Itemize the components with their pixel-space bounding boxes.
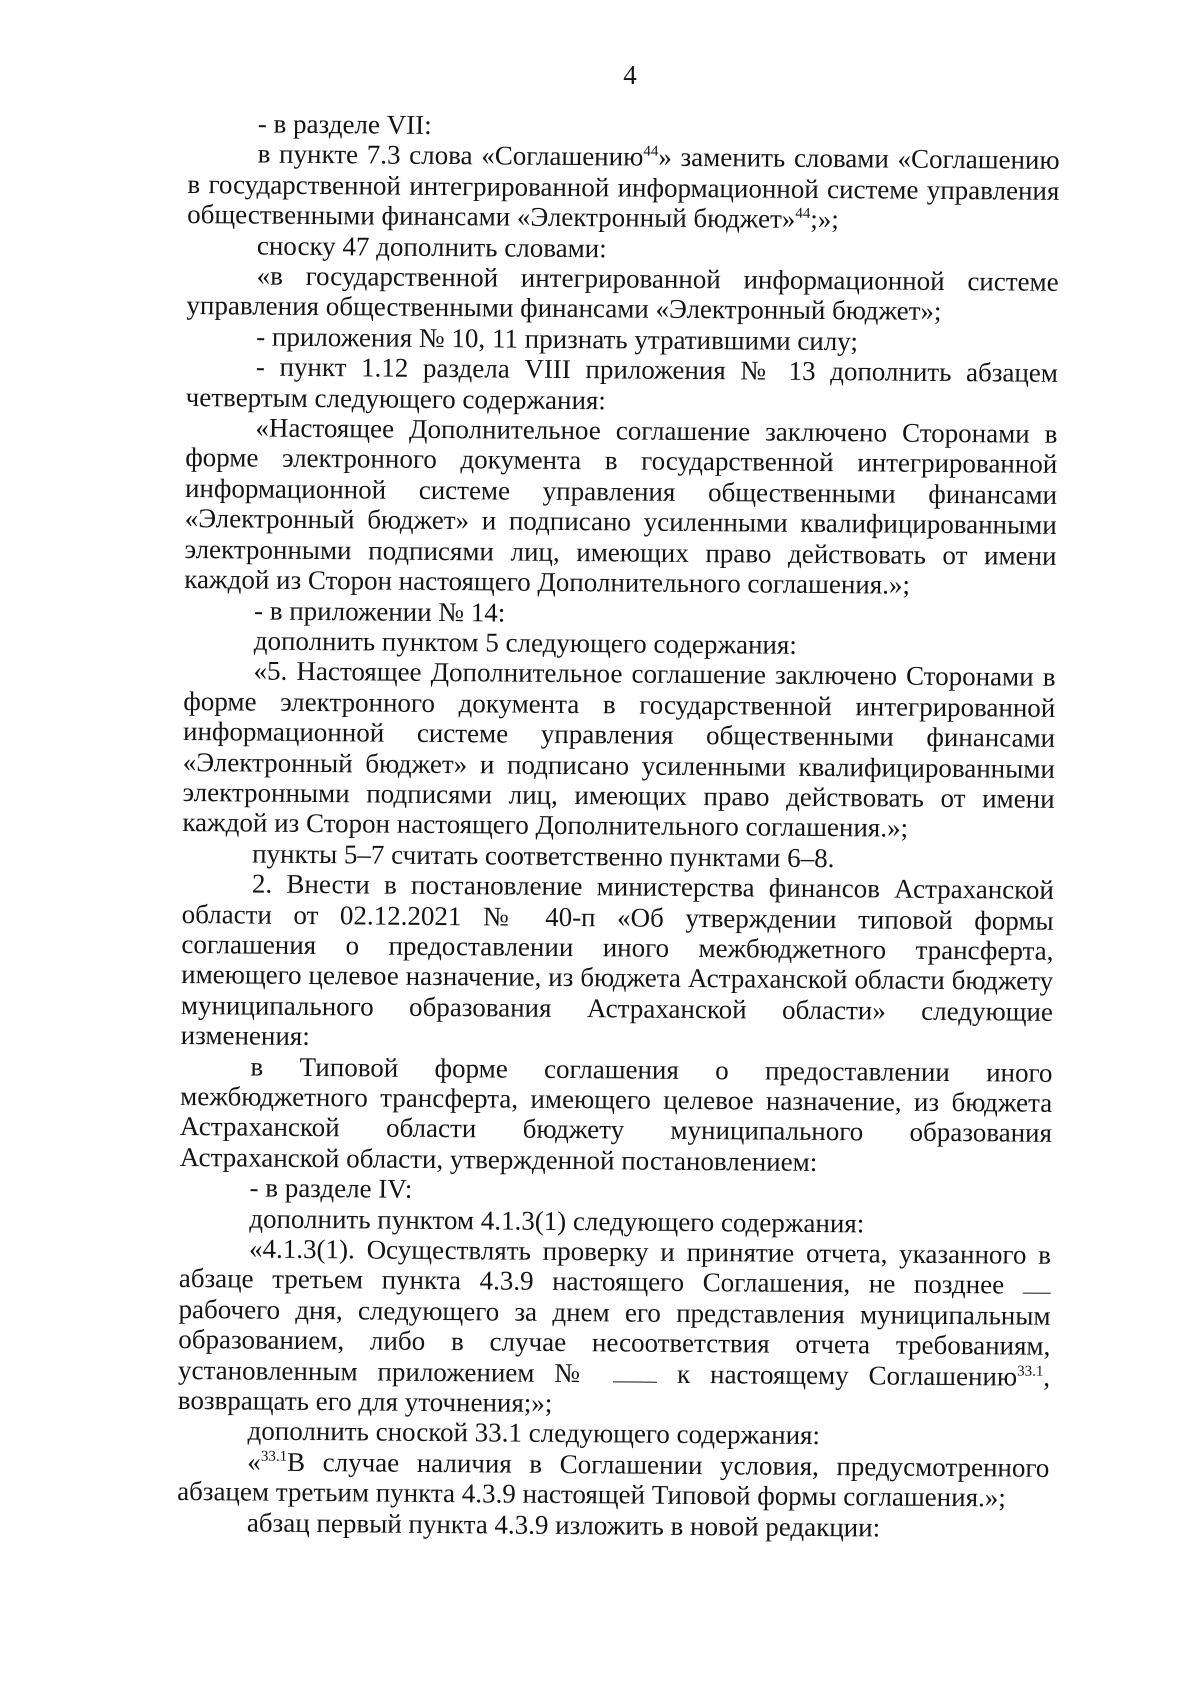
page-number: 4 [623,60,637,90]
text-run: В случае наличия в Соглашении условия, предусмотренного абзацем третьим пункта 4.3.9 настоящей Типовой формы соглашения.»; [177,1446,1050,1513]
paragraph-annex-14: - в приложении № 14: [253,595,506,628]
blank-line [613,1361,657,1382]
text-run: , возвращать его для уточнения;»; [177,1361,1051,1418]
document-body [177,108,1060,1544]
paragraph-quote-budget: «в государственной интегрированной информационной системе управления общественными финансами «Электронный бюджет»; [186,260,1059,327]
footnote-mark-33-1: 33.1 [260,1448,288,1465]
paragraph-annex-13: - пункт 1.12 раздела VIII приложения № 13 дополнить абзацем четвертым следующего содержания: [185,351,1059,415]
paragraph-add-item-4-1-3-1: дополнить пунктом 4.1.3(1) следующего содержания: [249,1203,865,1238]
text-run: в пункте 7.3 слова «Соглашению [257,138,644,172]
paragraph-renumber-items: пункты 5–7 считать соответственно пунктами 6–8. [252,838,835,873]
paragraph-agreement-clause-1: «Настоящее Дополнительное соглашение заключено Сторонами в форме электронного документа в государственной интегрированной информационной системе управления общественными финансами «Электронный бюджет» и подписано усиленными квалифицированными электронными подписями лиц, имеющих право действовать от имени каждой из Сторон настоящего Дополнительного соглашения.»; [184,412,1058,600]
paragraph-item-4-3-9: абзац первый пункта 4.3.9 изложить в новой редакции: [246,1507,881,1543]
paragraph-item-2: 2. Внести в постановление министерства финансов Астраханской области от 02.12.2021 № 40-п «Об утверждении типовой формы соглашения о предоставлении иного межбюджетного трансферта, имеющего целевое назначение, из бюджета Астраханской области бюджету муниципального образования Астраханской области» следующие изменения: [180,868,1055,1052]
paragraph-add-footnote-33-1: дополнить сноской 33.1 следующего содержания: [247,1415,821,1451]
paragraph-section-vii: - в разделе VII: [257,108,432,140]
text-run: рабочего дня, следующего за днем его представления муниципальным образованием, либо в случае несоответствия отчета требованиям, установленным приложением № [177,1293,1051,1388]
paragraph-annex-10-11: - приложения № 10, 11 признать утратившими силу; [256,321,859,357]
footnote-mark-33-1: 33.1 [1017,1363,1044,1380]
paragraph-footnote-33-1-text [177,1446,1049,1514]
text-run: » заменить словами «Соглашению в государственной интегрированной информационной системе управления общественными финансами «Электронный бюджет» [187,142,1060,234]
paragraph-item-7-3 [187,138,1060,236]
footnote-mark-44: 44 [643,143,659,161]
blank-line [1023,1273,1051,1294]
text-run: «4.1.3(1). Осуществлять проверку и принятие отчета, указанного в абзаце третьем пункта 4.3.9 настоящего Соглашения, не позднее [178,1233,1052,1300]
text-run: к настоящему Соглашению [676,1358,1018,1392]
text-run: « [247,1446,261,1477]
paragraph-item-4-1-3-1 [178,1233,1051,1422]
paragraph-footnote-47: сноску 47 дополнить словами: [256,230,607,263]
paragraph-agreement-clause-2: «5. Настоящее Дополнительное соглашение заключено Сторонами в форме электронного документа в государственной интегрированной информационной системе управления общественными финансами «Электронный бюджет» и подписано усиленными квалифицированными электронными подписями лиц, имеющих право действовать от имени каждой из Сторон настоящего Дополнительного соглашения.»; [182,655,1056,844]
paragraph-add-item-5: дополнить пунктом 5 следующего содержания: [253,625,797,660]
paragraph-section-iv: - в разделе IV: [249,1172,413,1205]
text-run: ;»; [810,204,839,235]
footnote-mark-44: 44 [795,205,811,223]
paragraph-model-form: в Типовой форме соглашения о предоставлении иного межбюджетного трансферта, имеющего целевое назначение, из бюджета Астраханской области бюджету муниципального образования Астраханской области, утвержденной постановлением: [179,1051,1053,1177]
